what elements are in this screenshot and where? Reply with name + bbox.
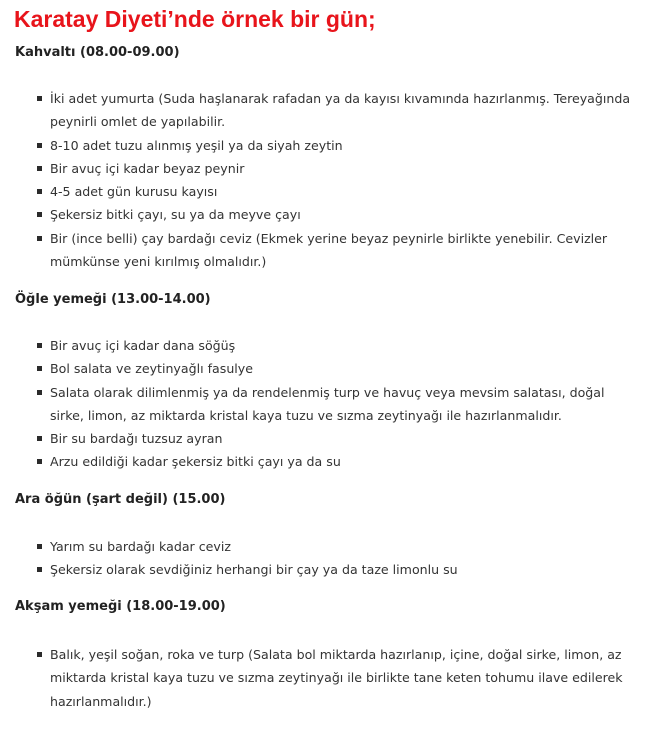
list-item-text: 4-5 adet gün kurusu kayısı bbox=[50, 184, 218, 200]
kahvalti-list bbox=[0, 87, 659, 273]
list-item bbox=[0, 450, 659, 473]
list-item bbox=[0, 157, 659, 180]
bullet-icon bbox=[37, 652, 42, 657]
list-item bbox=[0, 227, 659, 274]
list-item-text: Bir avuç içi kadar beyaz peynir bbox=[50, 160, 245, 176]
bullet-icon bbox=[37, 436, 42, 441]
list-item bbox=[0, 427, 659, 450]
list-item bbox=[0, 357, 659, 380]
list-item-text: Bir (ince belli) çay bardağı ceviz (Ekmek yerine beyaz peynirle birlikte yenebilir. Cevizler mümkünse yeni kırılmış olmalıdır.) bbox=[50, 230, 608, 270]
list-item-text: Balık, yeşil soğan, roka ve turp (Salata bol miktarda hazırlanıp, içine, doğal sirke, limon, az miktarda kristal kaya tuzu ve sızma zeytinyağı ile birlikte tane keten tohumu ilave edilerek hazırlanmalıdır.) bbox=[50, 647, 623, 709]
list-item-text: Şekersiz bitki çayı, su ya da meyve çayı bbox=[50, 207, 301, 223]
bullet-icon bbox=[37, 390, 42, 395]
ogle-list bbox=[0, 334, 659, 474]
list-item bbox=[0, 558, 659, 581]
bullet-icon bbox=[37, 459, 42, 464]
bullet-icon bbox=[37, 567, 42, 572]
list-item-text: Yarım su bardağı kadar ceviz bbox=[50, 539, 231, 554]
section-heading-kahvalti: Kahvaltı (08.00-09.00) bbox=[15, 45, 180, 60]
list-item bbox=[0, 381, 659, 428]
bullet-icon bbox=[37, 212, 42, 217]
page-title: Karatay Diyeti’nde örnek bir gün; bbox=[14, 6, 376, 32]
bullet-icon bbox=[37, 166, 42, 171]
bullet-icon bbox=[37, 236, 42, 241]
bullet-icon bbox=[37, 544, 42, 549]
list-item bbox=[0, 134, 659, 157]
list-item-text: Bir su bardağı tuzsuz ayran bbox=[50, 431, 223, 447]
section-heading-aksam: Akşam yemeği (18.00-19.00) bbox=[15, 599, 226, 614]
list-item-text: Salata olarak dilimlenmiş ya da rendelenmiş turp ve havuç veya mevsim salatası, doğal sirke, limon, az miktarda kristal kaya tuzu ve sızma zeytinyağı ile hazırlanmalıdır. bbox=[50, 384, 605, 423]
aksam-list bbox=[0, 643, 659, 713]
ara-ogun-list bbox=[0, 535, 659, 582]
section-heading-ara-ogun: Ara öğün (şart değil) (15.00) bbox=[15, 492, 226, 507]
bullet-icon bbox=[37, 143, 42, 148]
bullet-icon bbox=[37, 96, 42, 101]
section-heading-ogle: Öğle yemeği (13.00-14.00) bbox=[15, 292, 211, 307]
list-item bbox=[0, 334, 659, 357]
list-item bbox=[0, 643, 659, 713]
list-item-text: İki adet yumurta (Suda haşlanarak rafadan ya da kayısı kıvamında hazırlanmış. Tereyağında peynirli omlet de yapılabilir. bbox=[50, 91, 631, 130]
bullet-icon bbox=[37, 189, 42, 194]
bullet-icon bbox=[37, 366, 42, 371]
list-item bbox=[0, 535, 659, 558]
list-item-text: Bol salata ve zeytinyağlı fasulye bbox=[50, 361, 253, 377]
list-item-text: Arzu edildiği kadar şekersiz bitki çayı ya da su bbox=[50, 454, 341, 470]
list-item bbox=[0, 87, 659, 134]
list-item-text: 8-10 adet tuzu alınmış yeşil ya da siyah zeytin bbox=[50, 137, 343, 153]
list-item-text: Bir avuç içi kadar dana söğüş bbox=[50, 338, 236, 353]
list-item-text: Şekersiz olarak sevdiğiniz herhangi bir çay ya da taze limonlu su bbox=[50, 562, 458, 578]
bullet-icon bbox=[37, 343, 42, 348]
list-item bbox=[0, 180, 659, 203]
list-item bbox=[0, 203, 659, 226]
